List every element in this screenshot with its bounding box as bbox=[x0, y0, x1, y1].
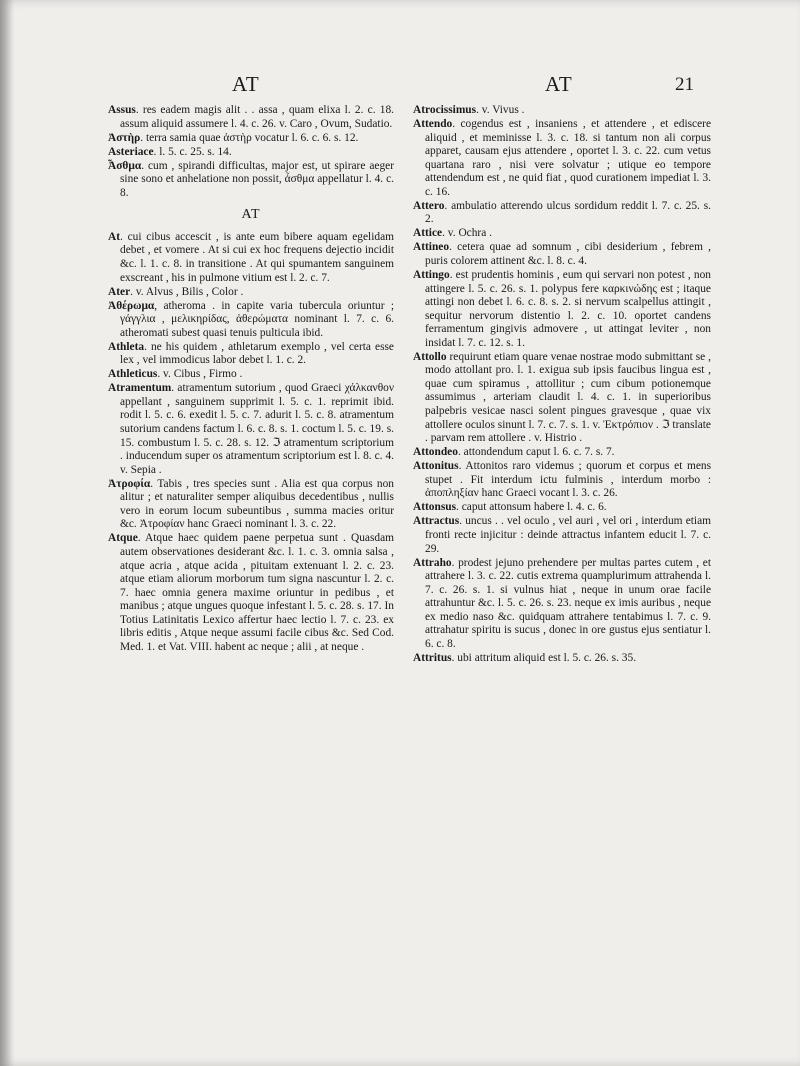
entry-text: . ne his quidem , athletarum exemplo , vel certa esse lex , vel immodicus labor debet l. 1. c. 2. bbox=[120, 340, 394, 367]
entry-headword: Attineo bbox=[413, 241, 450, 254]
entry-text: . Tabis , tres species sunt . Alia est qua corpus non alitur ; et naturaliter semper aliquibus decedentibus , nullis vero in eorum locum subeuntibus , summa macies oritur &c. Ἀτροφίαν hanc Graeci nominant l. 3. c. 22. bbox=[120, 477, 394, 531]
entry-headword: Ἆσθμα bbox=[108, 159, 142, 172]
entry-text: . terra samia quae ἀστὴρ vocatur l. 6. c. 6. s. 12. bbox=[140, 131, 359, 144]
dictionary-entry bbox=[413, 351, 711, 446]
entry-text: . v. Ochra . bbox=[442, 227, 492, 240]
entry-headword: At bbox=[108, 230, 121, 243]
entry-text: . cetera quae ad somnum , cibi desiderium , febrem , puris colorem attinent &c. l. 8. c. 4. bbox=[425, 241, 711, 268]
entry-headword: Attero bbox=[413, 199, 445, 212]
dictionary-entry bbox=[108, 368, 394, 382]
entry-text: . res eadem magis alit . . assa , quam elixa l. 2. c. 18. assum aliquid assumere l. 4. c. 26. v. Caro , Ovum, Sudatio. bbox=[120, 104, 394, 130]
entry-headword: Athleticus bbox=[108, 368, 158, 381]
entry-headword: Attice bbox=[413, 227, 443, 240]
dictionary-entry bbox=[413, 460, 711, 501]
entry-headword: Ἀστὴρ bbox=[108, 131, 141, 144]
entry-headword: Ater bbox=[108, 285, 131, 298]
entry-text: . atramentum sutorium , quod Graeci χάλκανθον appellant , sanguinem supprimit l. 5. c. 1. reprimit ibid. rodit l. 5. c. 6. exedit l. 5. c. 7. adurit l. 5. c. 8. atramentum sutorium candens factum l. 6. c. 8. s. 1. coctum l. 5. c. 19. s. 15. combustum l. 5. c. 28. s. 12. ℑ atramentum scriptorium . inducendum super os atramentum scriptorium est l. 8. c. 4. v. Sepia . bbox=[120, 382, 394, 476]
dictionary-entry bbox=[413, 118, 711, 199]
entry-text: requirunt etiam quare venae nostrae modo submittant se , modo attollant pro. l. 1. exigua sub ipsis faucibus lingua est , quae cum spiramus , attollitur ; cum cibum potionemque assumimus , arteriam claudit l. 4. c. 1. in superioribus palpebris vesicae nasci solent pingues gravesque , quae vix attollere oculos sinunt l. 7. c. 7. s. 1. v. Ἐκτρόπιον . ℑ translate . parvam rem attollere . v. Histrio . bbox=[425, 350, 711, 445]
dictionary-entry bbox=[108, 286, 394, 300]
running-head-right: AT bbox=[545, 72, 573, 96]
entry-headword: Attondeo bbox=[413, 446, 458, 459]
dictionary-entry bbox=[413, 515, 711, 556]
section-heading: AT bbox=[241, 207, 261, 223]
entry-headword: Atrocissimus bbox=[413, 104, 477, 116]
entry-text: . caput attonsum habere l. 4. c. 6. bbox=[456, 501, 607, 514]
dictionary-entry bbox=[413, 557, 711, 652]
dictionary-entry bbox=[413, 652, 711, 666]
entry-text: . v. Vivus . bbox=[476, 104, 525, 116]
entry-text: . uncus . . vel oculo , vel auri , vel ori , interdum etiam fronti recte injicitur : deinde attractus infantem educit l. 7. c. 29. bbox=[425, 515, 711, 555]
dictionary-entry bbox=[413, 501, 711, 515]
entry-text: . ambulatio atterendo ulcus sordidum reddit l. 7. c. 25. s. 2. bbox=[425, 199, 711, 226]
entry-text: . ubi attritum aliquid est l. 5. c. 26. s. 35. bbox=[451, 651, 637, 664]
entry-headword: Attonitus bbox=[413, 460, 459, 473]
entry-headword: Attendo bbox=[413, 118, 453, 131]
entry-headword: Attractus bbox=[413, 515, 460, 528]
dictionary-entry bbox=[413, 227, 711, 241]
dictionary-entry bbox=[413, 446, 711, 460]
entry-text: . Attonitos raro videmus ; quorum et corpus et mens stupet . Fit interdum ictu fulminis , interdum morbo : ἀποπληξίαν hanc Graeci vocant l. 3. c. 26. bbox=[425, 460, 711, 500]
entry-text: , atheroma . in capite varia tubercula oriuntur ; γάγγλια , μελικηρίδας, ἀθερώματα nominant l. 7. c. 6. atheromati subest quasi tenuis pulticula ibid. bbox=[120, 299, 394, 339]
entry-text: . prodest jejuno prehendere per multas partes cutem , et attrahere l. 3. c. 22. cutis extrema quamplurimum attrahenda l. 7. c. 26. s. 1. si vulnus hiat , neque in unum orae facile attrahuntur &c. l. 5. c. 26. s. 23. neque ex imis auribus , neque ex medio naso &c. quidquam attrahere tentabimus l. 7. c. 9. attrahatur spiritu is sucus , donec in ore gustus ejus sentiatur l. 6. c. 8. bbox=[425, 556, 711, 650]
right-column bbox=[413, 104, 711, 666]
running-head-left: AT bbox=[232, 72, 260, 96]
entry-headword: Attollo bbox=[413, 350, 447, 363]
dictionary-entry bbox=[108, 532, 394, 654]
dictionary-entry bbox=[413, 241, 711, 268]
entry-text: . cui cibus accescit , is ante eum bibere aquam egelidam debet , et vomere . At si cui ex hoc frequens dejectio incidit &c. l. 1. c. 8. in transitione . At qui spumantem sanguinem exscreant , his in pulmone vitium est l. 2. c. 7. bbox=[120, 230, 394, 284]
entry-headword: Ἀτροφία bbox=[108, 477, 151, 490]
dictionary-entry bbox=[108, 341, 394, 368]
entry-headword: Attritus bbox=[413, 651, 452, 664]
dictionary-entry bbox=[413, 104, 711, 118]
left-column bbox=[108, 104, 394, 655]
entry-text: . l. 5. c. 25. s. 14. bbox=[153, 145, 232, 158]
entry-headword: Attonsus bbox=[413, 501, 457, 514]
dictionary-entry bbox=[108, 146, 394, 160]
dictionary-entry bbox=[108, 132, 394, 146]
dictionary-entry bbox=[108, 160, 394, 201]
dictionary-entry bbox=[108, 478, 394, 532]
dictionary-entry bbox=[108, 382, 394, 477]
entry-headword: Attingo bbox=[413, 269, 450, 282]
dictionary-entry bbox=[108, 231, 394, 285]
binding-gutter-shadow bbox=[0, 0, 14, 1066]
dictionary-entry bbox=[108, 300, 394, 341]
entry-headword: Ἀθέρωμα bbox=[108, 299, 155, 312]
entry-headword: Atramentum bbox=[108, 382, 172, 395]
dictionary-entry bbox=[108, 104, 394, 131]
entry-headword: Attraho bbox=[413, 556, 452, 569]
page-number: 21 bbox=[675, 74, 694, 95]
entry-text: . cum , spirandi difficultas, major est, ut spirare aeger sine sono et anhelatione non possit, ἆσθμα appellatur l. 4. c. 8. bbox=[120, 159, 394, 199]
entry-text: . attondendum caput l. 6. c. 7. s. 7. bbox=[457, 446, 615, 459]
entry-headword: Asteriace bbox=[108, 145, 154, 158]
entry-text: . Atque haec quidem paene perpetua sunt . Quasdam autem observationes desiderant &c. l. 1. c. 3. omnia salsa , atque acria , atque acida , pituitam extenuant l. 2. c. 23. atque etiam aliorum morborum tum signa nascuntur l. 2. c. 7. haec omnia genera maxime oriuntur in pedibus , et manibus ; atque ungues quoque infestant l. 5. c. 28. s. 17. In Totius Latinitatis Lexico affertur haec lectio l. 7. c. 23. ex libris editis , Atque neque assumi facile cibus &c. Sed Cod. Med. 1. et Vat. VIII. habent ac neque ; alii , at neque . bbox=[120, 532, 394, 653]
entry-headword: Atque bbox=[108, 532, 138, 545]
dictionary-entry bbox=[413, 200, 711, 227]
entry-headword: Athleta bbox=[108, 340, 145, 353]
entry-headword: Assus bbox=[108, 104, 136, 116]
entry-text: . v. Cibus , Firmo . bbox=[157, 368, 243, 381]
entry-text: . est prudentis hominis , eum qui servari non potest , non attingere l. 5. c. 26. s. 1. polypus fere καρκινώδης est ; itaque attingi non debet l. 6. c. 8. s. 2. si nervum scalpellus attingit , sequitur nervorum distentio l. 2. c. 10. oportet candens ferramentum gingivis admovere , ut attingat leviter , non insidat l. 7. c. 12. s. 1. bbox=[425, 269, 711, 349]
entry-text: . cogendus est , insaniens , et attendere , et ediscere aliquid , et meminisse l. 3. c. 18. si tantum non ali corpus apparet, causam ejus attendere , oportet l. 3. c. 22. cum vetus quartana raro , nisi vere solvatur ; utique eo tempore attendendum est , ne quid fiat , quod curationem impediat l. 3. c. 16. bbox=[425, 118, 711, 198]
entry-text: . v. Alvus , Bilis , Color . bbox=[130, 285, 244, 298]
dictionary-entry bbox=[413, 269, 711, 350]
